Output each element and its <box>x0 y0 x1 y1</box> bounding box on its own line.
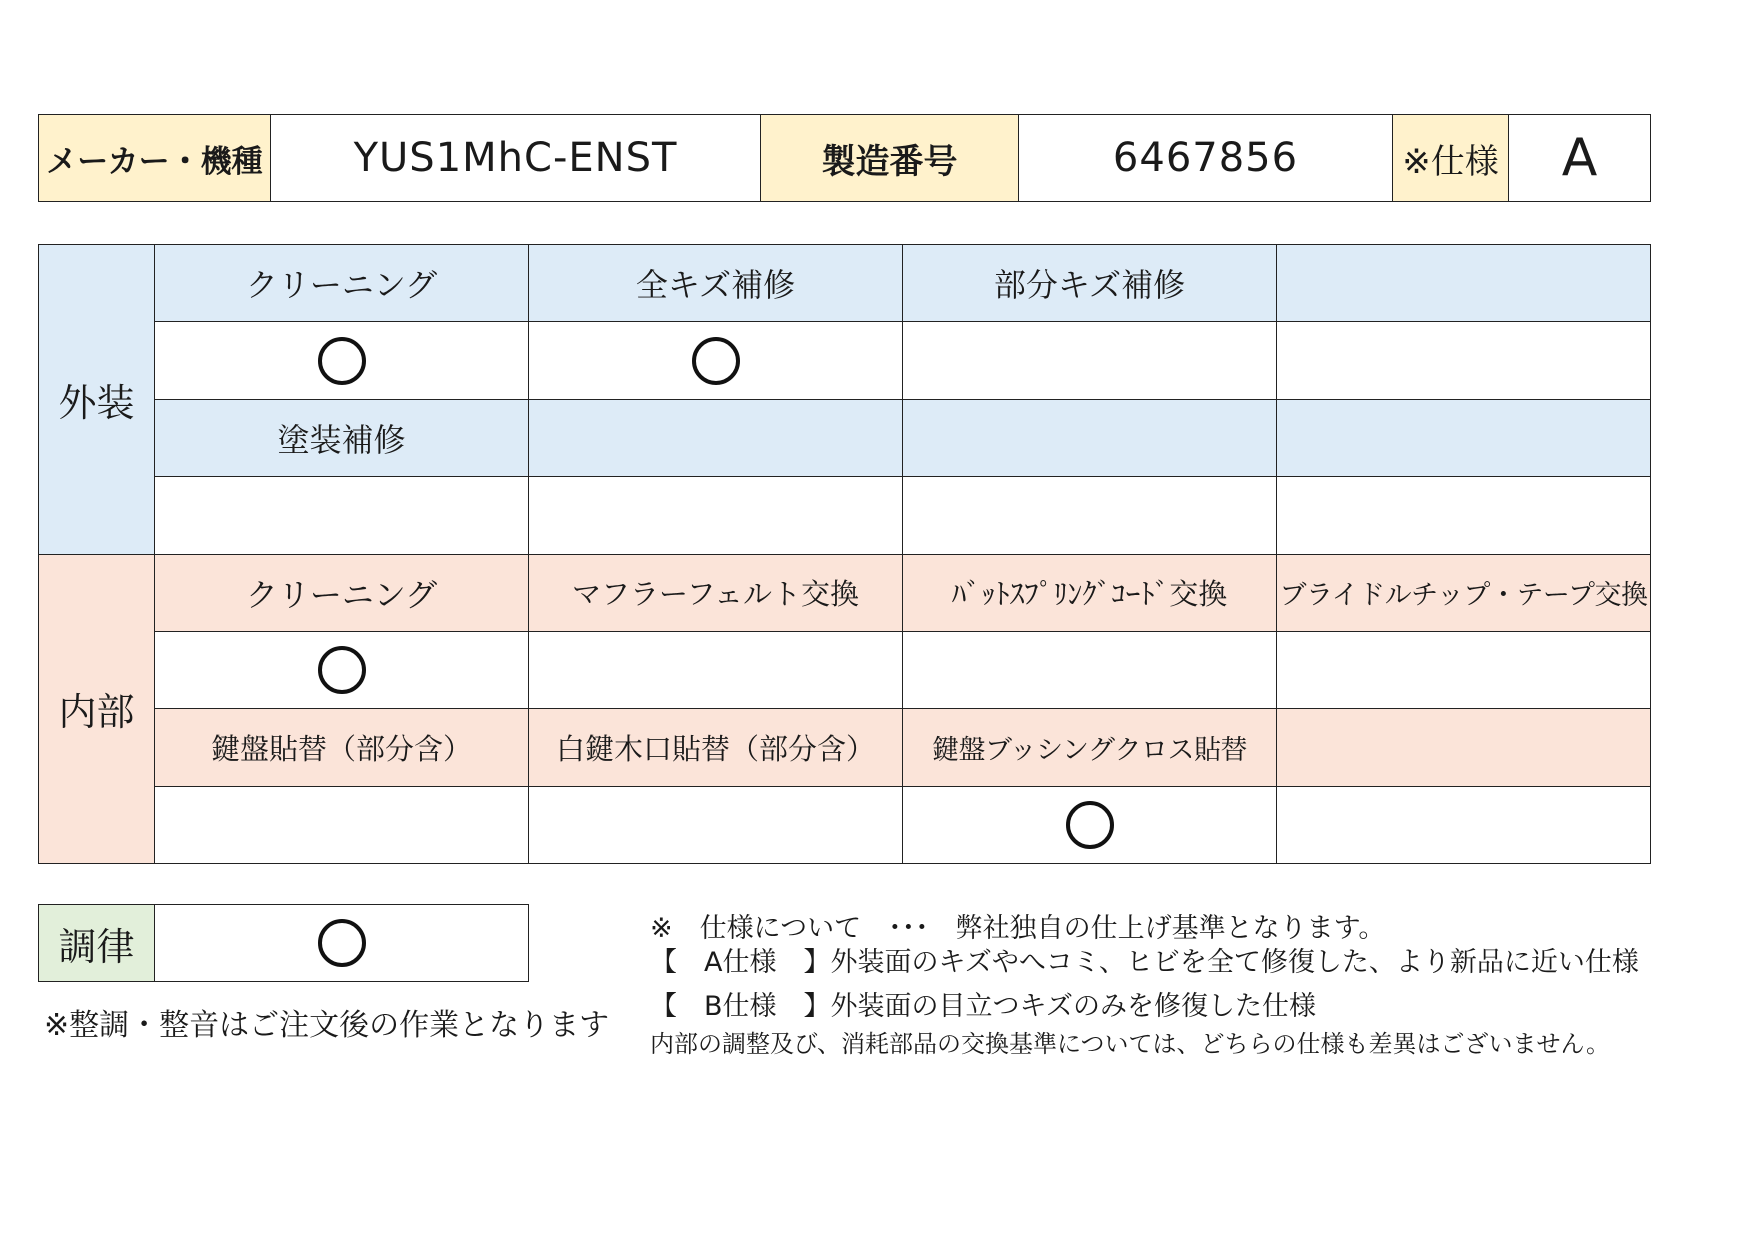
mark-cell <box>1277 322 1651 399</box>
spec-note-interior: 内部の調整及び、消耗部品の交換基準については、どちらの仕様も差異はございません。 <box>650 1030 1610 1058</box>
circle-mark-icon <box>318 337 366 385</box>
interior-item-butt-spring-cord: ﾊﾞｯﾄｽﾌﾟﾘﾝｸﾞｺｰﾄﾞ交換 <box>903 554 1277 631</box>
interior-item-white-key-front: 白鍵木口貼替（部分含） <box>529 709 903 786</box>
exterior-item-cleaning: クリーニング <box>155 245 529 322</box>
exterior-row-1 <box>39 245 1651 322</box>
mark-cell <box>529 631 903 708</box>
circle-mark-text <box>366 337 367 338</box>
spec-label: ※仕様 <box>1393 115 1509 202</box>
maker-label: メーカー・機種 <box>39 115 271 202</box>
exterior-item-empty <box>903 399 1277 476</box>
interior-item-cleaning: クリーニング <box>155 554 529 631</box>
tuning-table <box>38 904 529 982</box>
interior-item-bridle-tip-tape: ブライドルチップ・テープ交換 <box>1277 554 1651 631</box>
exterior-item-empty <box>1277 245 1651 322</box>
circle-mark-icon <box>318 646 366 694</box>
interior-row-4 <box>39 786 1651 863</box>
mark-cell <box>529 322 903 399</box>
mark-cell <box>903 322 1277 399</box>
mark-cell <box>1277 786 1651 863</box>
circle-mark-icon <box>318 919 366 967</box>
interior-row-1 <box>39 554 1651 631</box>
mark-cell <box>903 786 1277 863</box>
mark-cell <box>155 631 529 708</box>
spec-value: A <box>1509 115 1651 202</box>
mark-cell <box>155 477 529 554</box>
exterior-item-full-scratch-repair: 全キズ補修 <box>529 245 903 322</box>
mark-cell <box>529 477 903 554</box>
mark-cell <box>155 905 529 982</box>
mark-cell <box>529 786 903 863</box>
circle-mark-icon <box>1066 801 1114 849</box>
mark-cell <box>903 631 1277 708</box>
mark-cell <box>1277 631 1651 708</box>
circle-mark-icon <box>692 337 740 385</box>
mark-cell <box>1277 477 1651 554</box>
interior-section-label: 内部 <box>39 554 155 864</box>
header-table <box>38 114 1651 202</box>
tuning-label: 調律 <box>39 905 155 982</box>
circle-mark-text <box>366 919 367 920</box>
serial-value: 6467856 <box>1019 115 1393 202</box>
work-table <box>38 244 1651 864</box>
spec-note-a: 【 A仕様 】外装面のキズやへコミ、ヒビを全て修復した、より新品に近い仕様 <box>650 947 1639 978</box>
exterior-item-empty <box>529 399 903 476</box>
spec-note-title: ※ 仕様について ･･･ 弊社独自の仕上げ基準となります。 <box>650 913 1386 944</box>
exterior-section-label: 外装 <box>39 245 155 555</box>
exterior-row-3 <box>39 399 1651 476</box>
interior-item-key-bushing-cloth: 鍵盤ブッシングクロス貼替 <box>903 709 1277 786</box>
exterior-item-empty <box>1277 399 1651 476</box>
exterior-item-paint-repair: 塗装補修 <box>155 399 529 476</box>
circle-mark-text <box>366 646 367 647</box>
interior-row-3 <box>39 709 1651 786</box>
mark-cell <box>155 322 529 399</box>
interior-item-muffler-felt: マフラーフェルト交換 <box>529 554 903 631</box>
exterior-item-partial-scratch-repair: 部分キズ補修 <box>903 245 1277 322</box>
mark-cell <box>903 477 1277 554</box>
serial-label: 製造番号 <box>761 115 1019 202</box>
interior-item-empty <box>1277 709 1651 786</box>
circle-mark-text <box>740 337 741 338</box>
maker-value: YUS1MhC-ENST <box>271 115 761 202</box>
mark-cell <box>155 786 529 863</box>
spec-note-b: 【 B仕様 】外装面の目立つキズのみを修復した仕様 <box>650 991 1316 1022</box>
tuning-note: ※整調・整音はご注文後の作業となります <box>44 1008 610 1043</box>
circle-mark-text <box>1114 801 1115 802</box>
interior-row-2 <box>39 631 1651 708</box>
exterior-row-4 <box>39 477 1651 554</box>
exterior-row-2 <box>39 322 1651 399</box>
interior-item-key-recover: 鍵盤貼替（部分含） <box>155 709 529 786</box>
